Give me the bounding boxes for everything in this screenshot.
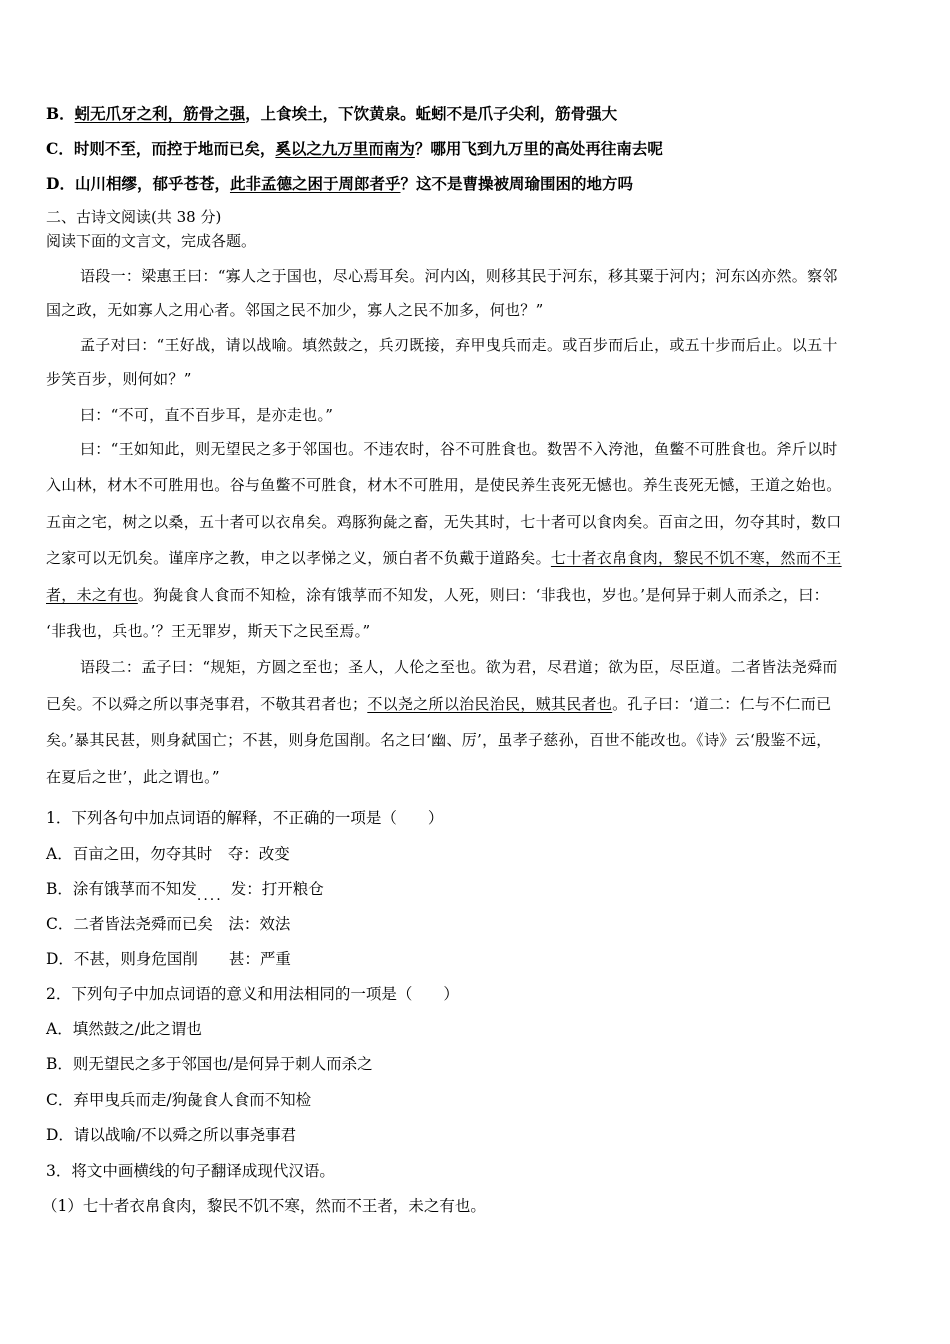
- passage-p5-line1: 语段二：孟子曰：“规矩，方圆之至也；圣人，人伦之至也。欲为君，尽君道；欲为臣，尽臣道。二者皆法尧舜而: [80, 658, 838, 676]
- option-d: D．山川相缪，郁乎苍苍，此非孟德之困于周郎者乎？这不是曹操被周瑜围困的地方吗: [46, 174, 633, 193]
- section-heading: 二、古诗文阅读(共 38 分): [46, 208, 222, 226]
- emphasis-dots: ....: [196, 888, 223, 904]
- underlined-sentence-1b: 者，未之有也: [46, 586, 138, 604]
- question-3-stem: 3．将文中画横线的句子翻译成现代汉语。: [46, 1162, 335, 1180]
- question-1-option-a: A．百亩之田，勿夺其时 夺：改变: [46, 845, 290, 863]
- passage-p4-line1: 曰：“王如知此，则无望民之多于邻国也。不违农时，谷不可胜食也。数罟不入洿池，鱼鳖不可胜食也。斧斤以时: [80, 440, 838, 458]
- underlined-sentence-1a: 七十者衣帛食肉，黎民不饥不寒，然而不王: [550, 549, 842, 567]
- passage-p3: 曰：“不可，直不百步耳，是亦走也。”: [80, 406, 334, 424]
- question-1-option-d: D．不甚，则身危国削 甚：严重: [46, 950, 291, 968]
- question-2-option-b: B．则无望民之多于邻国也/是何异于刺人而杀之: [46, 1055, 373, 1073]
- option-d-underlined: 此非孟德之困于周郎者乎: [229, 174, 401, 193]
- option-b-underlined: 蚓无爪牙之利，筋骨之强: [74, 104, 246, 123]
- question-1-option-b: B．涂有饿莩而不知发.... 发：打开粮仓: [46, 880, 324, 904]
- passage-p5-line3: 矣。’暴其民甚，则身弑国亡；不甚，则身危国削。名之曰‘幽、厉’，虽孝子慈孙，百世不能改也。《诗》云‘殷鉴不远，: [46, 731, 832, 749]
- passage-p1-line1: 语段一：梁惠王曰：“寡人之于国也，尽心焉耳矣。河内凶，则移其民于河东，移其粟于河内；河东凶亦然。察邻: [80, 267, 838, 285]
- option-c-underlined: 奚以之九万里而南为: [275, 139, 415, 158]
- underlined-sentence-2: 不以尧之所以治民治民，贼其民者也: [367, 695, 613, 713]
- passage-p2-line1: 孟子对曰：“王好战，请以战喻。填然鼓之，兵刃既接，弃甲曳兵而走。或百步而后止，或五十步而后止。以五十: [80, 336, 838, 354]
- question-1-option-c: C．二者皆法尧舜而已矣 法：效法: [46, 915, 291, 933]
- question-2-option-a: A．填然鼓之/此之谓也: [46, 1020, 202, 1038]
- question-3-sentence-1: （1）七十者衣帛食肉，黎民不饥不寒，然而不王者，未之有也。: [42, 1197, 486, 1215]
- question-2-option-c: C．弃甲曳兵而走/狗彘食人食而不知检: [46, 1091, 312, 1109]
- passage-p5-line2: 已矣。不以舜之所以事尧事君，不敬其君者也；不以尧之所以治民治民，贼其民者也。孔子曰：‘道二：仁与不仁而已: [46, 695, 832, 713]
- option-c: C．时则不至，而控于地而已矣，奚以之九万里而南为？哪用飞到九万里的高处再往南去呢: [46, 139, 663, 158]
- question-2-option-d: D．请以战喻/不以舜之所以事尧事君: [46, 1126, 297, 1144]
- question-2-stem: 2．下列句子中加点词语的意义和用法相同的一项是（ ）: [46, 985, 459, 1003]
- passage-p4-line4: 之家可以无饥矣。谨庠序之教，申之以孝悌之义，颁白者不负戴于道路矣。七十者衣帛食肉，黎民不饥不寒，然而不王: [46, 549, 842, 567]
- section-instruction: 阅读下面的文言文，完成各题。: [46, 232, 257, 250]
- question-1-stem: 1．下列各句中加点词语的解释，不正确的一项是（ ）: [46, 809, 444, 827]
- passage-p4-line6: ‘非我也，兵也。’？王无罪岁，斯天下之民至焉。”: [46, 622, 371, 640]
- passage-p4-line3: 五亩之宅，树之以桑，五十者可以衣帛矣。鸡豚狗彘之畜，无失其时，七十者可以食肉矣。百亩之田，勿夺其时，数口: [46, 513, 842, 531]
- passage-p2-line2: 步笑百步，则何如？”: [46, 370, 192, 388]
- passage-p4-line2: 入山林，材木不可胜用也。谷与鱼鳖不可胜食，材木不可胜用，是使民养生丧死无憾也。养生丧死无憾，王道之始也。: [46, 476, 842, 494]
- option-b: B．蚓无爪牙之利，筋骨之强，上食埃土，下饮黄泉。蚯蚓不是爪子尖利，筋骨强大: [46, 104, 618, 123]
- passage-p5-line4: 在夏后之世’，此之谓也。”: [46, 768, 220, 786]
- passage-p4-line5: 者，未之有也。狗彘食人食而不知检，涂有饿莩而不知发，人死，则曰：‘非我也，岁也。’是何异于刺人而杀之，曰：: [46, 586, 829, 604]
- passage-p1-line2: 国之政，无如寡人之用心者。邻国之民不加少，寡人之民不加多，何也？”: [46, 301, 544, 319]
